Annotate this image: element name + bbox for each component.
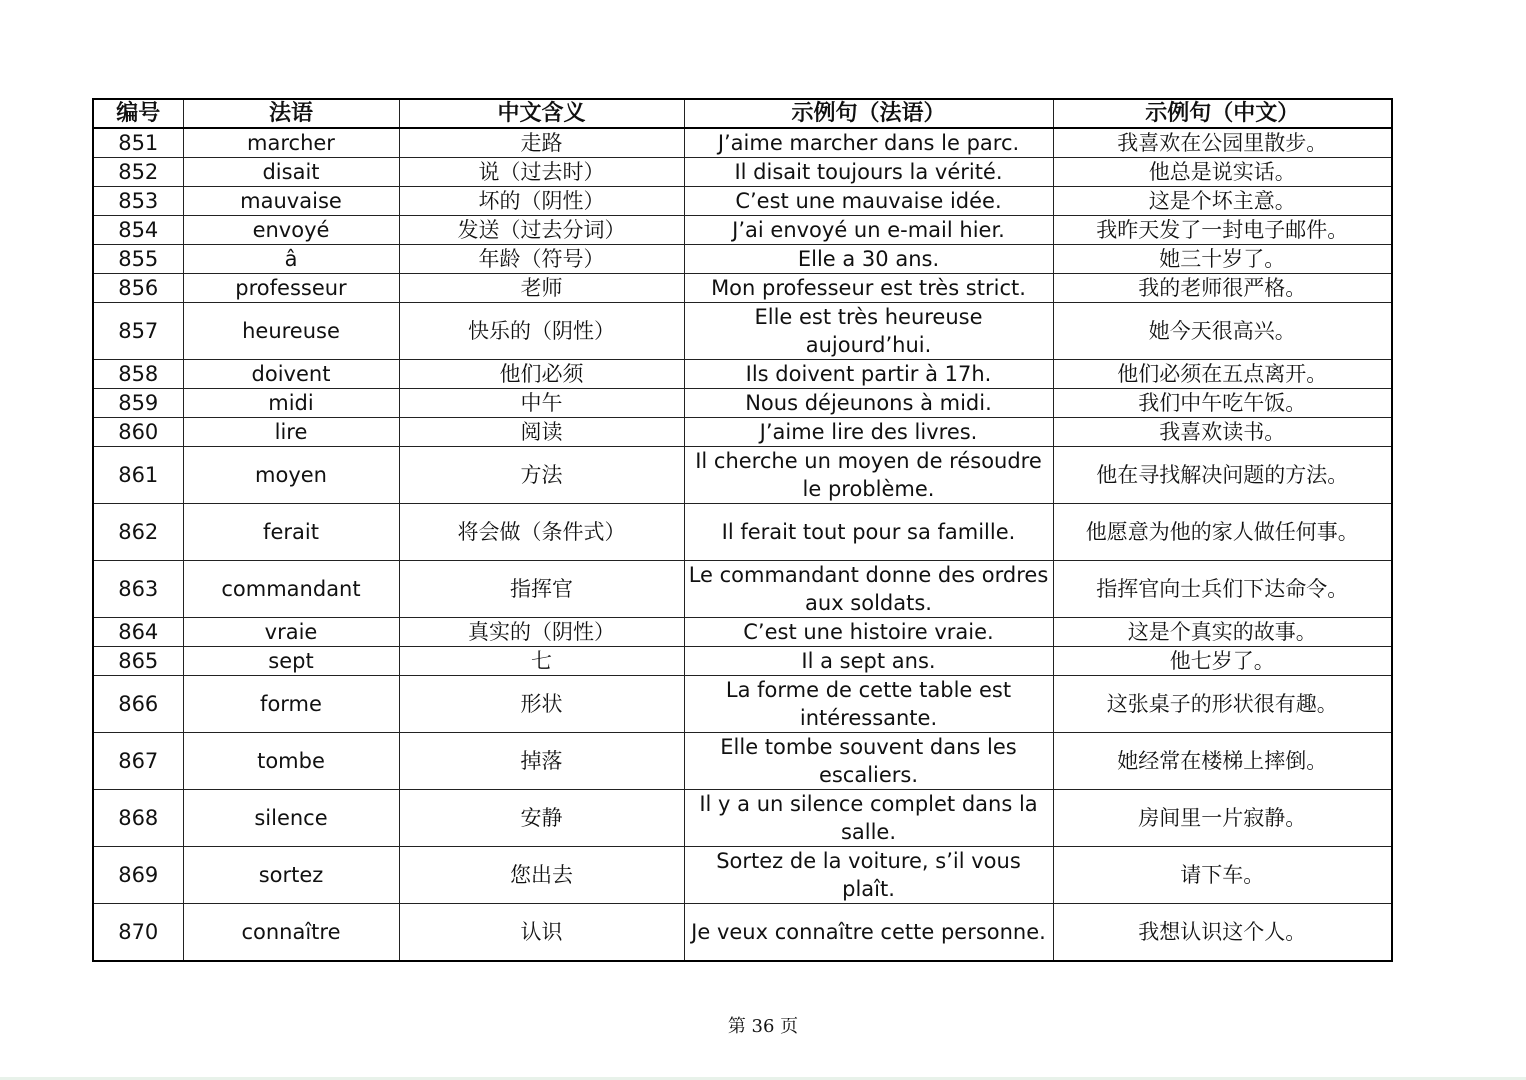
cell-chinese-meaning: 年龄（符号） — [399, 245, 684, 274]
cell-number: 869 — [93, 847, 183, 904]
cell-chinese-meaning: 老师 — [399, 274, 684, 303]
header-example-french: 示例句（法语） — [684, 99, 1053, 128]
cell-example-french: Sortez de la voiture, s’il vous plaît. — [684, 847, 1053, 904]
cell-example-chinese: 我喜欢在公园里散步。 — [1053, 128, 1392, 158]
table-row — [93, 389, 1392, 418]
vocabulary-table — [92, 98, 1393, 962]
cell-french-word: lire — [183, 418, 399, 447]
cell-number: 870 — [93, 904, 183, 961]
cell-example-french: Elle tombe souvent dans les escaliers. — [684, 733, 1053, 790]
cell-number: 857 — [93, 303, 183, 360]
table-header-row — [93, 99, 1392, 128]
cell-french-word: disait — [183, 158, 399, 187]
cell-example-french: Mon professeur est très strict. — [684, 274, 1053, 303]
cell-example-french: J’aime lire des livres. — [684, 418, 1053, 447]
cell-example-chinese: 房间里一片寂静。 — [1053, 790, 1392, 847]
cell-example-french: Le commandant donne des ordres aux soldats. — [684, 561, 1053, 618]
cell-french-word: sortez — [183, 847, 399, 904]
cell-example-french: J’aime marcher dans le parc. — [684, 128, 1053, 158]
cell-french-word: commandant — [183, 561, 399, 618]
table-row — [93, 733, 1392, 790]
cell-french-word: silence — [183, 790, 399, 847]
cell-chinese-meaning: 阅读 — [399, 418, 684, 447]
cell-french-word: forme — [183, 676, 399, 733]
cell-number: 863 — [93, 561, 183, 618]
cell-example-chinese: 我昨天发了一封电子邮件。 — [1053, 216, 1392, 245]
cell-chinese-meaning: 方法 — [399, 447, 684, 504]
cell-example-french: Je veux connaître cette personne. — [684, 904, 1053, 961]
cell-chinese-meaning: 坏的（阴性） — [399, 187, 684, 216]
cell-number: 868 — [93, 790, 183, 847]
cell-example-french: Elle a 30 ans. — [684, 245, 1053, 274]
table-row — [93, 187, 1392, 216]
cell-french-word: heureuse — [183, 303, 399, 360]
cell-example-chinese: 我们中午吃午饭。 — [1053, 389, 1392, 418]
table-row — [93, 504, 1392, 561]
cell-example-chinese: 她今天很高兴。 — [1053, 303, 1392, 360]
cell-french-word: professeur — [183, 274, 399, 303]
cell-number: 856 — [93, 274, 183, 303]
header-chinese-meaning: 中文含义 — [399, 99, 684, 128]
cell-number: 860 — [93, 418, 183, 447]
table-row — [93, 904, 1392, 961]
cell-example-chinese: 我的老师很严格。 — [1053, 274, 1392, 303]
cell-example-chinese: 她经常在楼梯上摔倒。 — [1053, 733, 1392, 790]
cell-chinese-meaning: 指挥官 — [399, 561, 684, 618]
cell-example-french: Il cherche un moyen de résoudre le problème. — [684, 447, 1053, 504]
cell-number: 866 — [93, 676, 183, 733]
table-row — [93, 447, 1392, 504]
cell-chinese-meaning: 真实的（阴性） — [399, 618, 684, 647]
cell-example-french: La forme de cette table est intéressante. — [684, 676, 1053, 733]
cell-example-chinese: 这是个坏主意。 — [1053, 187, 1392, 216]
cell-example-french: Il disait toujours la vérité. — [684, 158, 1053, 187]
cell-number: 862 — [93, 504, 183, 561]
cell-french-word: marcher — [183, 128, 399, 158]
cell-chinese-meaning: 他们必须 — [399, 360, 684, 389]
header-number: 编号 — [93, 99, 183, 128]
cell-chinese-meaning: 将会做（条件式） — [399, 504, 684, 561]
cell-number: 867 — [93, 733, 183, 790]
cell-french-word: moyen — [183, 447, 399, 504]
table-row — [93, 418, 1392, 447]
table-row — [93, 618, 1392, 647]
cell-example-french: J’ai envoyé un e-mail hier. — [684, 216, 1053, 245]
table-row — [93, 676, 1392, 733]
cell-example-chinese: 他总是说实话。 — [1053, 158, 1392, 187]
cell-chinese-meaning: 发送（过去分词） — [399, 216, 684, 245]
cell-chinese-meaning: 快乐的（阴性） — [399, 303, 684, 360]
table-row — [93, 647, 1392, 676]
table-row — [93, 274, 1392, 303]
cell-example-chinese: 他七岁了。 — [1053, 647, 1392, 676]
cell-number: 864 — [93, 618, 183, 647]
cell-example-chinese: 他在寻找解决问题的方法。 — [1053, 447, 1392, 504]
cell-example-french: C’est une mauvaise idée. — [684, 187, 1053, 216]
cell-french-word: â — [183, 245, 399, 274]
table-row — [93, 561, 1392, 618]
header-french: 法语 — [183, 99, 399, 128]
cell-example-chinese: 我喜欢读书。 — [1053, 418, 1392, 447]
cell-chinese-meaning: 您出去 — [399, 847, 684, 904]
cell-french-word: sept — [183, 647, 399, 676]
cell-chinese-meaning: 形状 — [399, 676, 684, 733]
cell-chinese-meaning: 说（过去时） — [399, 158, 684, 187]
table-row — [93, 790, 1392, 847]
cell-number: 851 — [93, 128, 183, 158]
table-row — [93, 158, 1392, 187]
page-number: 第 36 页 — [727, 1016, 799, 1037]
cell-french-word: ferait — [183, 504, 399, 561]
table-row — [93, 216, 1392, 245]
cell-french-word: mauvaise — [183, 187, 399, 216]
cell-french-word: envoyé — [183, 216, 399, 245]
table-row — [93, 847, 1392, 904]
table-row — [93, 303, 1392, 360]
cell-example-chinese: 她三十岁了。 — [1053, 245, 1392, 274]
cell-chinese-meaning: 七 — [399, 647, 684, 676]
cell-number: 852 — [93, 158, 183, 187]
table-row — [93, 360, 1392, 389]
cell-example-french: Il y a un silence complet dans la salle. — [684, 790, 1053, 847]
cell-french-word: doivent — [183, 360, 399, 389]
cell-example-chinese: 请下车。 — [1053, 847, 1392, 904]
header-example-chinese: 示例句（中文） — [1053, 99, 1392, 128]
cell-french-word: midi — [183, 389, 399, 418]
cell-number: 858 — [93, 360, 183, 389]
cell-example-chinese: 这是个真实的故事。 — [1053, 618, 1392, 647]
cell-example-french: Ils doivent partir à 17h. — [684, 360, 1053, 389]
cell-number: 865 — [93, 647, 183, 676]
cell-chinese-meaning: 中午 — [399, 389, 684, 418]
cell-example-french: Il ferait tout pour sa famille. — [684, 504, 1053, 561]
cell-example-french: Elle est très heureuse aujourd’hui. — [684, 303, 1053, 360]
cell-chinese-meaning: 掉落 — [399, 733, 684, 790]
cell-chinese-meaning: 安静 — [399, 790, 684, 847]
cell-french-word: vraie — [183, 618, 399, 647]
cell-example-chinese: 这张桌子的形状很有趣。 — [1053, 676, 1392, 733]
cell-number: 855 — [93, 245, 183, 274]
cell-chinese-meaning: 认识 — [399, 904, 684, 961]
cell-french-word: connaître — [183, 904, 399, 961]
cell-example-french: C’est une histoire vraie. — [684, 618, 1053, 647]
cell-number: 861 — [93, 447, 183, 504]
cell-number: 854 — [93, 216, 183, 245]
cell-example-chinese: 他们必须在五点离开。 — [1053, 360, 1392, 389]
table-row — [93, 128, 1392, 158]
cell-number: 859 — [93, 389, 183, 418]
table-row — [93, 245, 1392, 274]
cell-example-chinese: 他愿意为他的家人做任何事。 — [1053, 504, 1392, 561]
cell-french-word: tombe — [183, 733, 399, 790]
cell-example-french: Il a sept ans. — [684, 647, 1053, 676]
cell-example-chinese: 指挥官向士兵们下达命令。 — [1053, 561, 1392, 618]
cell-chinese-meaning: 走路 — [399, 128, 684, 158]
cell-example-french: Nous déjeunons à midi. — [684, 389, 1053, 418]
table-body — [93, 128, 1392, 961]
cell-example-chinese: 我想认识这个人。 — [1053, 904, 1392, 961]
cell-number: 853 — [93, 187, 183, 216]
